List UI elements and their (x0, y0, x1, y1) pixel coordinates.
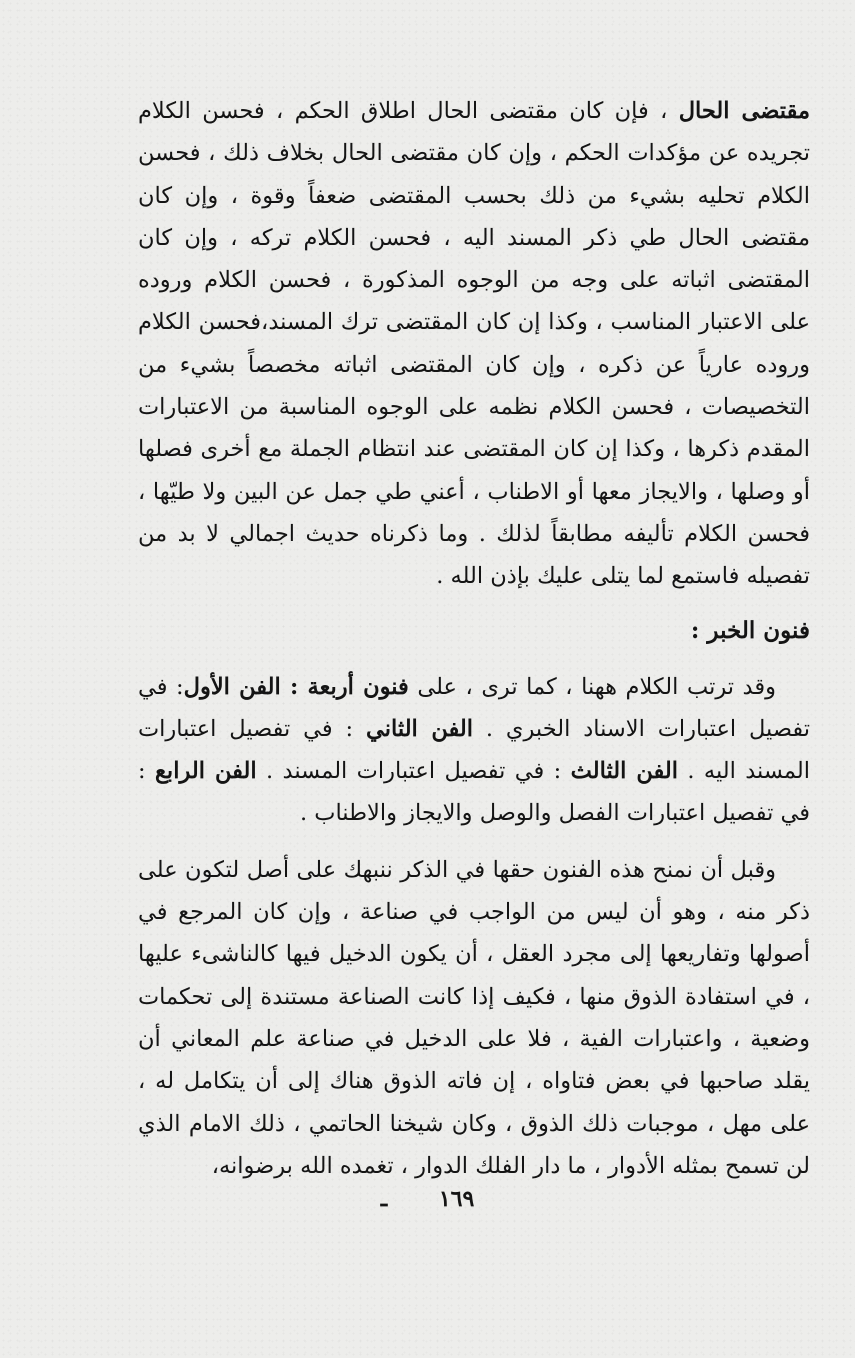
bold-term-third-art: الفن الثالث (570, 758, 679, 785)
paragraph-2-text-a: وقد ترتب الكلام ههنا ، كما ترى ، على (408, 673, 776, 700)
paragraph-2-text-e: : في تفصيل اعتبارات الفصل والوصل والايجاز والاطناب . (138, 758, 810, 827)
page-number-value: ١٦٩ (438, 1186, 475, 1212)
page-body (138, 90, 810, 1187)
paragraph-2-text-d: : في تفصيل اعتبارات المسند . (256, 758, 571, 785)
bold-term-fourth-art: الفن الرابع (154, 758, 257, 785)
bold-term-four-arts: فنون أربعة : الفن الأول (183, 673, 409, 700)
page-number-dash: ـ (380, 1186, 388, 1212)
bold-term-second-art: الفن الثاني (366, 715, 473, 742)
paragraph-2-text-c: : في تفصيل اعتبارات المسند اليه . (138, 715, 811, 785)
paragraph-3: وقبل أن نمنح هذه الفنون حقها في الذكر ننبهك على أصل لتكون على ذكر منه ، وهو أن ليس من الواجب في صناعة ، وإن كان المرجع في أصولها وتفاريعها إلى مجرد العقل ، أن يكون الدخيل فيها كالناشىء عليها ، في استفادة الذوق منها ، فكيف إذا كانت الصناعة مستندة إلى تحكمات وضعية ، واعتبارات الفية ، فلا على الدخيل في صناعة علم المعاني أن يقلد صاحبها في بعض فتاواه ، إن فاته الذوق هناك إلى أن يتكامل له ، على مهل ، موجبات ذلك الذوق ، وكان شيخنا الحاتمي ، ذلك الامام الذي لن تسمح بمثله الأدوار ، ما دار الفلك الدوار ، تغمده الله برضوانه، (138, 856, 810, 1179)
paragraph-2 (138, 666, 810, 835)
section-heading: فنون الخبر : (690, 616, 810, 644)
bold-term-muqtada-al-hal: مقتضى الحال (678, 98, 811, 124)
paragraph-1-text: ، فإن كان مقتضى الحال اطلاق الحكم ، فحسن الكلام تجريده عن مؤكدات الحكم ، وإن كان مقتضى الحال بخلاف ذلك ، فحسن الكلام تحليه بشيء من ذلك بحسب المقتضى ضعفاً وقوة ، وإن كان مقتضى الحال طي ذكر المسند اليه ، فحسن الكلام تركه ، وإن كان المقتضى اثباته على وجه من الوجوه المذكورة ، فحسن الكلام وروده على الاعتبار المناسب ، وكذا إن كان المقتضى ترك المسند،فحسن الكلام وروده عارياً عن ذكره ، وإن كان المقتضى اثباته مخصصاً بشيء من التخصيصات ، فحسن الكلام نظمه على الوجوه المناسبة من الاعتبارات المقدم ذكرها ، وكذا إن كان المقتضى عند انتظام الجملة مع أخرى فصلها أو وصلها ، والايجاز معها أو الاطناب ، أعني طي جمل عن البين ولا طيّها ، فحسن الكلام تأليفه مطابقاً لذلك . وما ذكرناه حديث اجمالي لا بد من تفصيله فاستمع لما يتلى عليك بإذن الله . (138, 98, 810, 590)
paragraph-gap (138, 835, 810, 849)
paragraph-2-text-b: : في تفصيل اعتبارات الاسناد الخبري . (138, 673, 811, 742)
paragraph-1 (138, 90, 810, 598)
page-number (0, 1186, 855, 1212)
